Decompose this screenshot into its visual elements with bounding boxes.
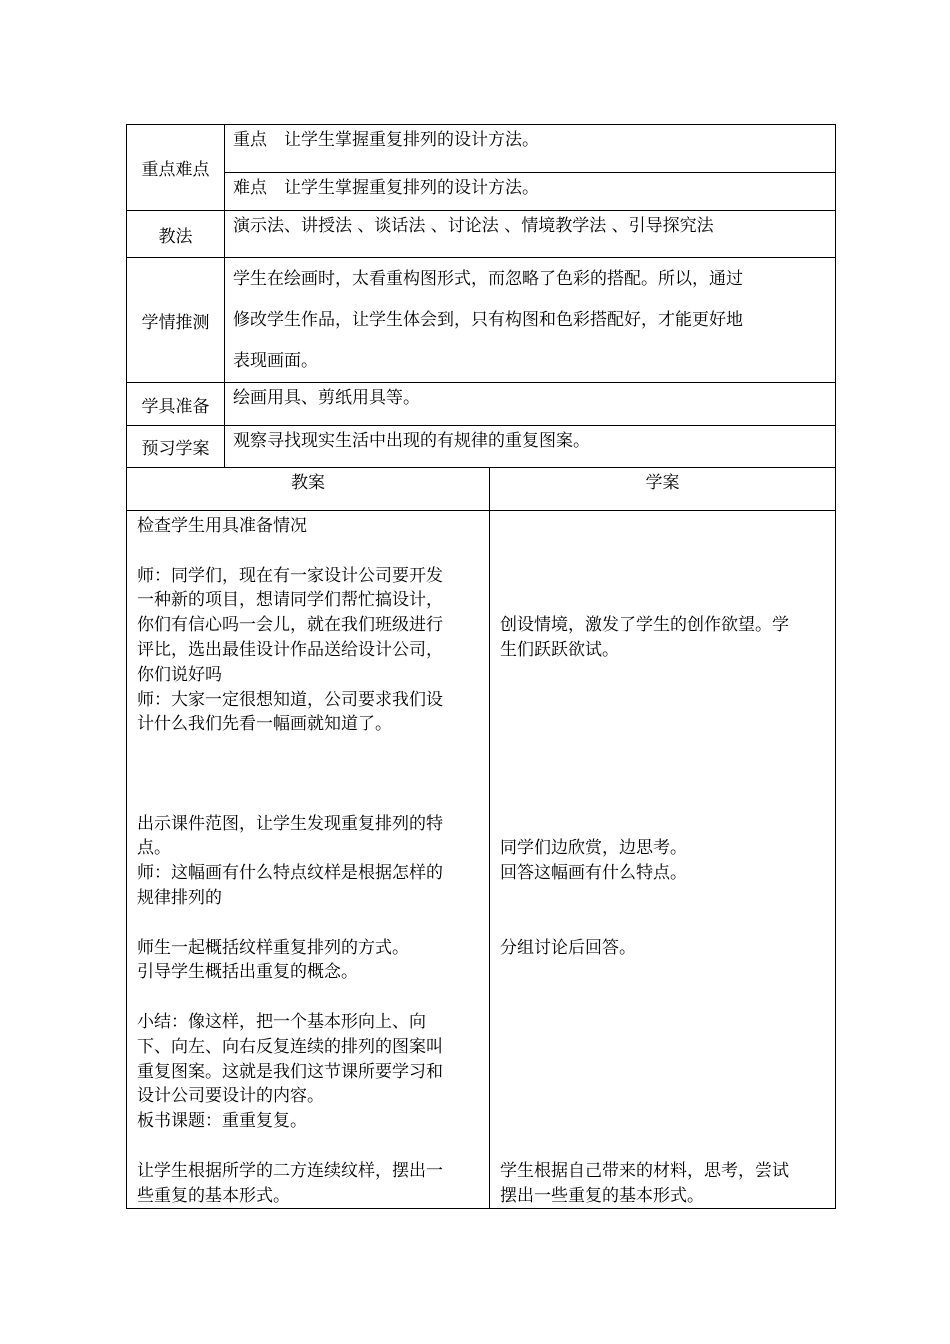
teaching-line: 检查学生用具准备情况	[137, 516, 307, 536]
difficulty-text: 难点 让学生掌握重复排列的设计方法。	[225, 173, 836, 211]
learning-line: 生们跃跃欲试。	[500, 639, 619, 660]
teaching-line: 让学生根据所学的二方连续纹样，摆出一	[137, 1160, 443, 1181]
learning-plan-header: 学案	[490, 468, 836, 511]
learning-line: 同学们边欣赏，边思考。	[500, 838, 687, 859]
teaching-line: 师：大家一定很想知道，公司要求我们设	[137, 689, 443, 710]
teaching-plan-header: 教案	[127, 468, 490, 511]
teaching-plan-content	[127, 511, 490, 1209]
analysis-line: 表现画面。	[233, 351, 318, 371]
lesson-plan-document	[126, 124, 835, 1209]
teaching-line: 评比，选出最佳设计作品送给设计公司，	[137, 639, 443, 660]
learning-line: 创设情境，激发了学生的创作欲望。学	[500, 615, 789, 636]
focus-text: 重点 让学生掌握重复排列的设计方法。	[225, 125, 836, 173]
teaching-line: 些重复的基本形式。	[137, 1185, 290, 1206]
learning-line: 摆出一些重复的基本形式。	[500, 1185, 704, 1206]
learning-line: 分组讨论后回答。	[500, 937, 636, 958]
teaching-line: 下、向左、向右反复连续的排列的图案叫	[137, 1036, 443, 1057]
analysis-line: 学生在绘画时，太看重构图形式，而忽略了色彩的搭配。所以，通过	[233, 269, 743, 289]
teaching-line: 你们说好吗	[137, 664, 222, 685]
teaching-line: 规律排列的	[137, 887, 222, 908]
teaching-line: 一种新的项目，想请同学们帮忙搞设计，	[137, 590, 443, 611]
student-analysis-label: 学情推测	[127, 258, 225, 383]
teaching-line: 引导学生概括出重复的概念。	[137, 962, 358, 983]
materials-text: 绘画用具、剪纸用具等。	[225, 383, 836, 426]
learning-plan-content	[490, 511, 836, 1209]
preview-text: 观察寻找现实生活中出现的有规律的重复图案。	[225, 426, 836, 468]
teaching-line: 点。	[137, 838, 171, 859]
teaching-line: 你们有信心吗一会儿，就在我们班级进行	[137, 615, 443, 636]
teaching-line: 设计公司要设计的内容。	[137, 1086, 324, 1107]
teaching-line: 板书课题：重重复复。	[137, 1111, 307, 1132]
teaching-line: 出示课件范图，让学生发现重复排列的特	[137, 813, 443, 834]
teaching-line: 师生一起概括纹样重复排列的方式。	[137, 937, 409, 958]
teaching-line: 重复图案。这就是我们这节课所要学习和	[137, 1061, 443, 1082]
learning-line: 学生根据自己带来的材料，思考，尝试	[500, 1160, 789, 1181]
teaching-line: 师：这幅画有什么特点纹样是根据怎样的	[137, 863, 443, 884]
preview-label: 预习学案	[127, 426, 225, 468]
methods-text: 演示法、讲授法 、谈话法 、讨论法 、情境教学法 、引导探究法	[225, 211, 836, 258]
student-analysis-text	[225, 258, 836, 383]
teaching-line: 师：同学们，现在有一家设计公司要开发	[137, 565, 443, 586]
learning-line: 回答这幅画有什么特点。	[500, 863, 687, 884]
analysis-line: 修改学生作品，让学生体会到，只有构图和色彩搭配好，才能更好地	[233, 310, 743, 330]
lesson-info-table	[126, 124, 836, 1209]
materials-label: 学具准备	[127, 383, 225, 426]
key-points-label: 重点难点	[127, 125, 225, 211]
methods-label: 教法	[127, 211, 225, 258]
teaching-line: 小结：像这样，把一个基本形向上、向	[137, 1011, 426, 1032]
teaching-line: 计什么我们先看一幅画就知道了。	[137, 714, 392, 735]
